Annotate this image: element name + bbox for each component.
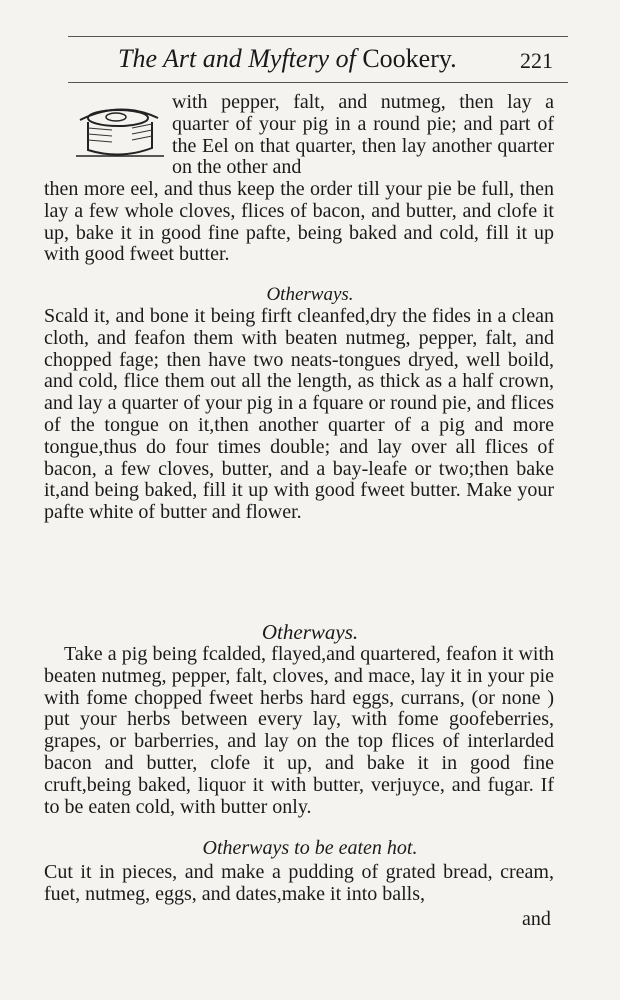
paragraph-3	[44, 644, 554, 818]
paragraph-4	[44, 862, 554, 906]
heading-otherways-hot: Otherways to be eaten hot.	[202, 837, 418, 859]
paragraph-1-rest-text: then more eel, and thus keep the order till your pie be full, then lay a few whole cloves, flices of bacon, and butter, and clofe it up, bake it in good fine pafte, being baked and cold, fill it up with good fweet butter.	[44, 178, 554, 266]
running-head-title: The Art and Myftery of	[118, 44, 356, 73]
heading-otherways-1: Otherways.	[266, 284, 354, 305]
catchword: and	[522, 908, 551, 930]
paragraph-1-lead-text: with pepper, falt, and nutmeg, then lay a quarter of your pig in a round pie; and part of the Eel on that quarter, then lay another quarter on the other and	[172, 91, 554, 179]
paragraph-2-text: Scald it, and bone it being firft cleanfed,dry the fides in a clean cloth, and feafon them with beaten nutmeg, pepper, falt, and chopped fage; then have two neats-tongues dryed, well boild, and cold, flice them out all the length, as thick as a half crown, and lay a quarter of your pig in a fquare or round pie, and flices of the tongue on it,then another quarter of a pig and more tongue,thus do four times double; and lay over all flices of bacon, a few cloves, butter, and a bay-leafe or two;then bake it,and being baked, fill it up with good fweet butter. Make your pafte white of butter and flower.	[44, 305, 554, 524]
running-head-cookery: Cookery.	[362, 44, 457, 73]
woodcut-ornament-icon	[72, 98, 168, 162]
page-number: 221	[520, 48, 553, 73]
paragraph-1-lead	[172, 92, 554, 179]
paragraph-2	[44, 306, 554, 524]
header-rule-top	[68, 36, 568, 37]
heading-otherways-2: Otherways.	[261, 620, 359, 644]
paragraph-3-text: Take a pig being fcalded, flayed,and quartered, feafon it with beaten nutmeg, pepper, falt, cloves, and mace, lay it in your pie with fome chopped fweet herbs hard eggs, currans, (or none ) put your herbs between every lay, with fome goofeberries, grapes, or barberries, and lay on the top flices of interlarded bacon and butter, clofe it up, and bake it in good fine cruft,being baked, liquor it with butter, verjuyce, and fugar. If to be eaten cold, with butter only.	[44, 643, 554, 818]
paragraph-4-text: Cut it in pieces, and make a pudding of grated bread, cream, fuet, nutmeg, eggs, and dates,make it into balls,	[44, 861, 554, 905]
header-rule-bottom	[68, 82, 568, 83]
paragraph-1-rest	[44, 179, 554, 266]
running-head	[118, 44, 457, 74]
